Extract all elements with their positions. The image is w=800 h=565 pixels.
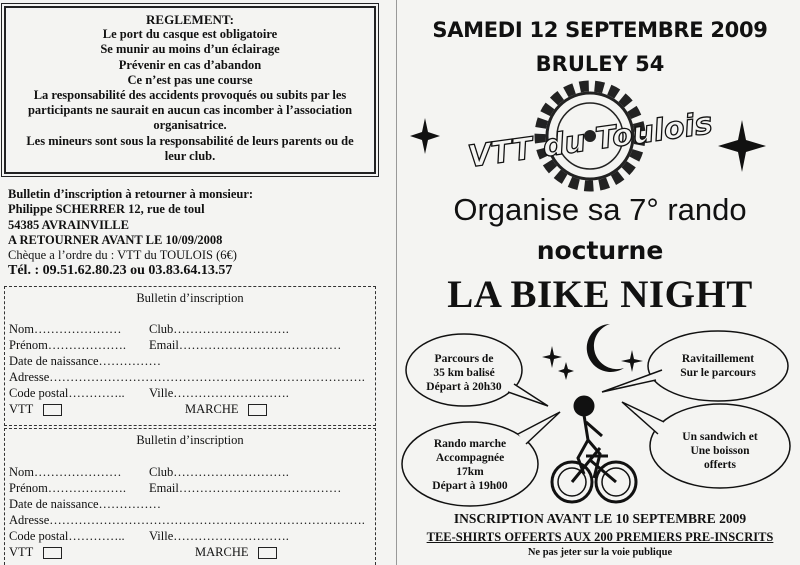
event-place: BRULEY 54 <box>535 52 665 76</box>
footer-tshirts: TEE-SHIRTS OFFERTS AUX 200 PREMIERS PRE-INSCRITS <box>426 530 774 544</box>
moon-icon <box>587 324 624 372</box>
city-field[interactable]: Ville………………………. <box>149 386 289 400</box>
bubble-line: offerts <box>704 459 736 471</box>
name-field[interactable]: Nom………………… <box>9 322 122 336</box>
mailing-line: Bulletin d’inscription à retourner à monsieur: <box>8 187 254 201</box>
mailing-cheque: Chèque a l’ordre du : VTT du TOULOIS (6€) <box>8 248 237 263</box>
rules-line: Ce n’est pas une course <box>127 72 253 87</box>
bubble-line: Ravitaillement <box>681 353 755 365</box>
vtt-checkbox[interactable] <box>43 547 62 559</box>
logo-text: VTT du Toulois <box>466 106 715 175</box>
bubble-line: Parcours de <box>434 353 494 365</box>
firstname-field[interactable]: Prénom………………. <box>9 481 127 495</box>
birthdate-field[interactable]: Date de naissance…………… <box>9 497 162 511</box>
mailing-line: Philippe SCHERRER 12, rue de toul <box>8 202 205 217</box>
rules-title: REGLEMENT: <box>146 12 234 27</box>
bubble-line: Rando marche <box>433 438 507 450</box>
star-icon <box>410 118 440 154</box>
birthdate-field[interactable]: Date de naissance…………… <box>9 354 162 368</box>
rules-line: participants ne saurait en aucun cas incomber à l’association <box>27 103 353 118</box>
postcode-field[interactable]: Code postal………….. <box>9 386 125 400</box>
cyclist-icon <box>552 397 636 502</box>
bubble-line: Accompagnée <box>435 452 505 464</box>
marche-checkbox[interactable] <box>248 404 267 416</box>
footer-note: Ne pas jeter sur la voie publique <box>527 547 673 558</box>
vtt-label: VTT <box>9 402 34 416</box>
form-row <box>9 322 122 336</box>
club-field[interactable]: Club………………………. <box>149 322 289 336</box>
rules-line: Le port du casque est obligatoire <box>102 27 278 42</box>
rules-line: Se munir au moins d’un éclairage <box>100 42 280 57</box>
bubble-line: 35 km balisé <box>433 367 495 379</box>
form-title: Bulletin d’inscription <box>136 433 244 447</box>
address-field[interactable]: Adresse…………………………………………………………………. <box>9 513 365 527</box>
event-date: SAMEDI 12 SEPTEMBRE 2009 <box>432 18 768 42</box>
address-field[interactable]: Adresse…………………………………………………………………. <box>9 370 365 384</box>
rules-line: leur club. <box>164 148 216 163</box>
rules-line: organisatrice. <box>153 118 227 133</box>
bubble-line: Un sandwich et <box>682 431 758 443</box>
bubble-sandwich-text <box>662 430 778 472</box>
registration-form-2 <box>4 428 376 565</box>
marche-option[interactable] <box>185 402 267 417</box>
rules-line: La responsabilité des accidents provoqués ou subits par les <box>33 88 347 103</box>
email-field[interactable]: Email………………………………… <box>149 338 342 352</box>
event-organise: Organise sa 7° rando <box>453 192 747 227</box>
footer-inscription: INSCRIPTION AVANT LE 10 SEPTEMBRE 2009 <box>453 511 747 526</box>
marche-label: MARCHE <box>185 402 239 416</box>
bubble-line: Une boisson <box>690 445 750 457</box>
firstname-field[interactable]: Prénom………………. <box>9 338 127 352</box>
club-field[interactable]: Club………………………. <box>149 465 289 479</box>
vtt-option[interactable] <box>9 402 62 416</box>
star-icon <box>621 350 643 372</box>
vtt-label: VTT <box>9 545 34 559</box>
bubble-parcours-text <box>410 352 518 394</box>
star-icon <box>542 346 562 368</box>
marche-label: MARCHE <box>195 545 249 559</box>
vtt-option[interactable] <box>9 545 62 559</box>
rules-line: Les mineurs sont sous la responsabilité de leurs parents ou de <box>26 133 354 148</box>
postcode-field[interactable]: Code postal………….. <box>9 529 125 543</box>
bubble-line: Départ à 19h00 <box>432 480 508 492</box>
club-logo <box>400 78 800 198</box>
fold-line <box>396 0 397 565</box>
rules-box <box>4 6 376 174</box>
bubble-line: Sur le parcours <box>680 367 756 379</box>
star-icon <box>718 120 766 172</box>
event-nocturne: nocturne <box>536 236 664 265</box>
vtt-checkbox[interactable] <box>43 404 62 416</box>
city-field[interactable]: Ville………………………. <box>149 529 289 543</box>
bubble-ravito-text <box>660 352 776 380</box>
email-field[interactable]: Email………………………………… <box>149 481 342 495</box>
mailing-deadline: A RETOURNER AVANT LE 10/09/2008 <box>8 232 223 247</box>
marche-option[interactable] <box>195 545 277 560</box>
event-title: LA BIKE NIGHT <box>447 273 753 316</box>
bubble-marche-text <box>414 437 526 493</box>
marche-checkbox[interactable] <box>258 547 277 559</box>
registration-form-1 <box>4 286 376 426</box>
star-icon <box>558 362 574 380</box>
mailing-line: 54385 AVRAINVILLE <box>8 217 129 232</box>
name-field[interactable]: Nom………………… <box>9 465 122 479</box>
rules-line: Prévenir en cas d’abandon <box>118 57 262 72</box>
bubble-line: Départ à 20h30 <box>426 381 502 393</box>
mailing-phone: Tél. : 09.51.62.80.23 ou 03.83.64.13.57 <box>8 263 233 279</box>
bubble-line: 17km <box>456 466 484 478</box>
mailing-instructions <box>8 187 378 279</box>
form-title: Bulletin d’inscription <box>136 291 244 305</box>
